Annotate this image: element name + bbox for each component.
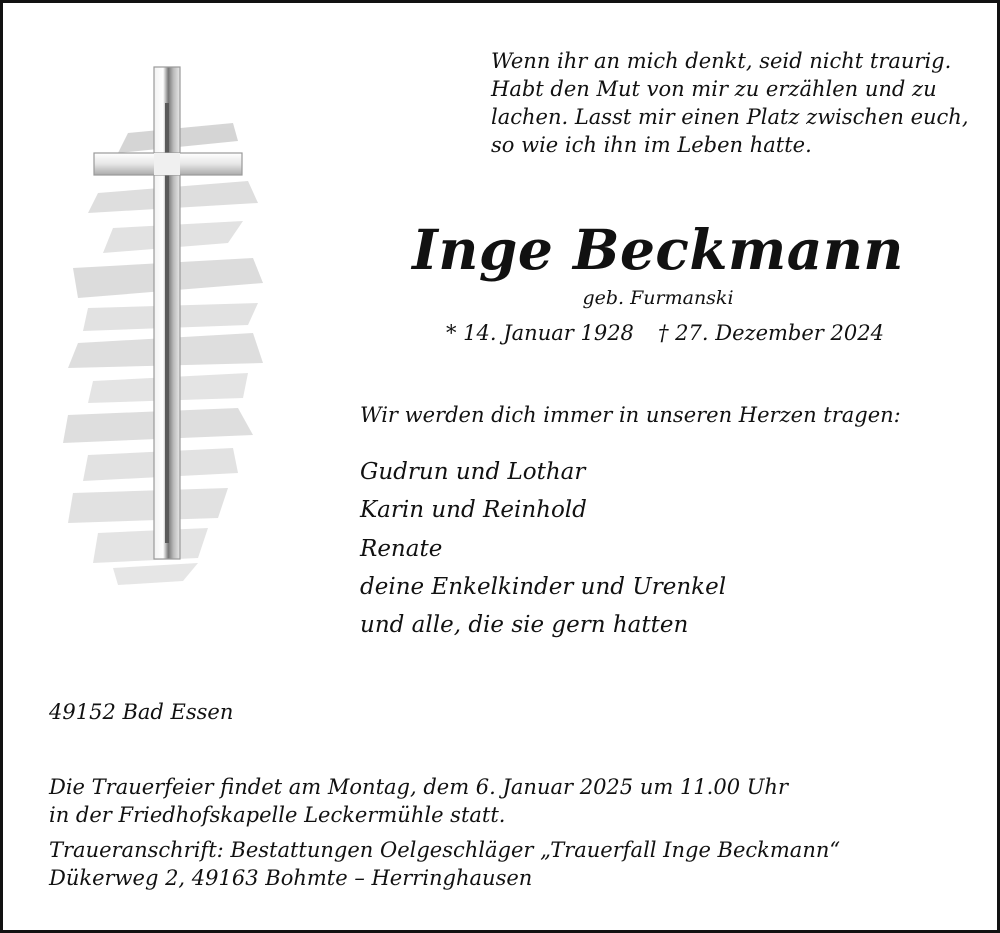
ceremony-line: Die Trauerfeier findet am Montag, dem 6. Januar 2025 um 11.00 Uhr xyxy=(49,775,788,799)
mourner-name: Karin und Reinhold xyxy=(360,497,587,524)
death-date: † 27. Dezember 2024 xyxy=(658,321,884,345)
mourners-list xyxy=(360,453,726,644)
mourner-name: und alle, die sie gern hatten xyxy=(360,612,689,639)
mourner-name: Renate xyxy=(360,535,443,562)
mourning-address xyxy=(49,836,840,892)
quote-line: so wie ich ihn im Leben hatte. xyxy=(491,133,812,157)
address-line: Traueranschrift: Bestattungen Oelgeschläger „Trauerfall Inge Beckmann“ xyxy=(49,838,841,862)
quote-line: Habt den Mut von mir zu erzählen und zu xyxy=(491,77,937,101)
cross-icon xyxy=(58,63,278,593)
ceremony-line: in der Friedhofskapelle Leckermühle statt. xyxy=(49,803,506,827)
quote-line: Wenn ihr an mich denkt, seid nicht traurig. xyxy=(491,49,952,73)
birth-date: * 14. Januar 1928 xyxy=(446,321,634,345)
deceased-name: Inge Beckmann xyxy=(412,217,904,282)
address-line: Dükerweg 2, 49163 Bohmte – Herringhausen xyxy=(49,866,533,890)
quote-line: lachen. Lasst mir einen Platz zwischen euch, xyxy=(491,105,969,129)
quote xyxy=(491,47,971,159)
mourner-name: deine Enkelkinder und Urenkel xyxy=(360,573,727,600)
ceremony-info xyxy=(49,773,788,829)
birth-name: geb. Furmanski xyxy=(582,287,734,309)
mourners-lead: Wir werden dich immer in unseren Herzen tragen: xyxy=(360,403,901,427)
mourner-name: Gudrun und Lothar xyxy=(360,459,586,485)
place: 49152 Bad Essen xyxy=(49,700,234,724)
